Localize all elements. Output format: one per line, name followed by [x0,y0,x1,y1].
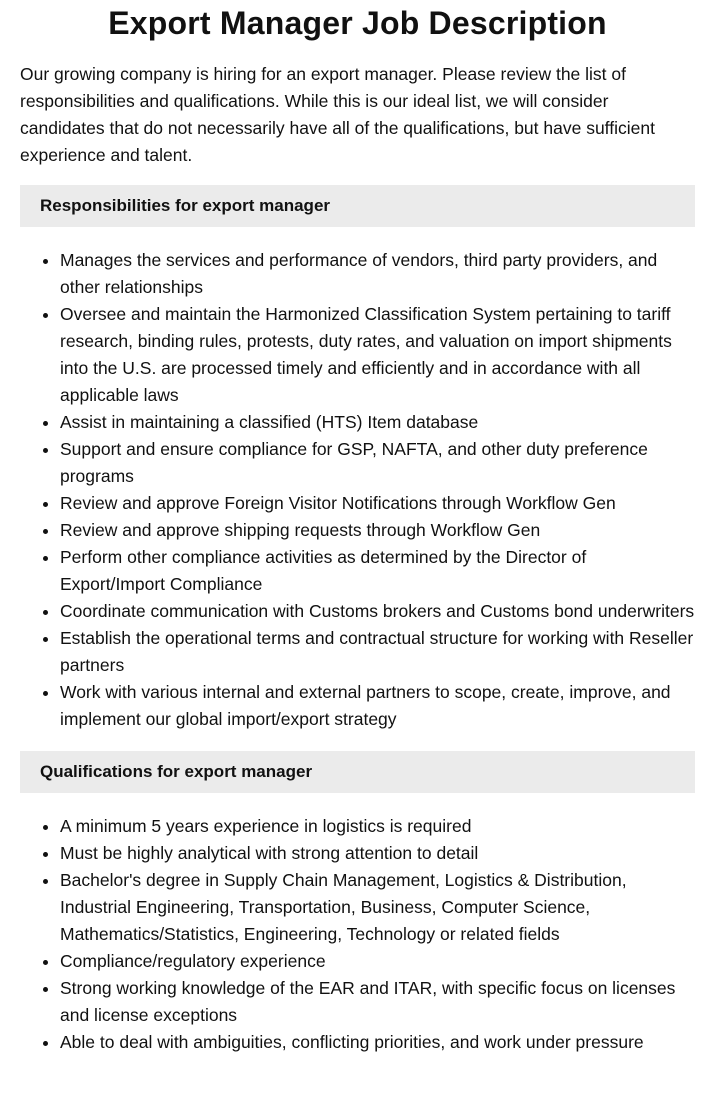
list-item: • Perform other compliance activities as determined by the Director of Export/Import Compliance [60,544,695,598]
list-item: • Support and ensure compliance for GSP, NAFTA, and other duty preference programs [60,436,695,490]
list-item: • Coordinate communication with Customs brokers and Customs bond underwriters [60,598,695,625]
intro-paragraph: Our growing company is hiring for an export manager. Please review the list of responsibilities and qualifications. While this is our ideal list, we will consider candidates that do not necessarily have all of the qualifications, but have sufficient experience and talent. [20,64,655,165]
list-item: • Assist in maintaining a classified (HTS) Item database [60,409,695,436]
list-item: • Work with various internal and external partners to scope, create, improve, and implement our global import/export strategy [60,679,695,733]
list-item: • Able to deal with ambiguities, conflicting priorities, and work under pressure [60,1029,695,1056]
list-item: • Establish the operational terms and contractual structure for working with Reseller partners [60,625,695,679]
qualifications-heading: Qualifications for export manager [20,751,695,793]
responsibilities-list [20,247,695,733]
list-item: • Review and approve shipping requests through Workflow Gen [60,517,695,544]
list-item: • Review and approve Foreign Visitor Notifications through Workflow Gen [60,490,695,517]
list-item: • Compliance/regulatory experience [60,948,695,975]
list-item: • Bachelor's degree in Supply Chain Management, Logistics & Distribution, Industrial Engineering, Transportation, Business, Computer Science, Mathematics/Statistics, Engineering, Technology or related fields [60,867,695,948]
list-item: • Strong working knowledge of the EAR and ITAR, with specific focus on licenses and license exceptions [60,975,695,1029]
list-item: • Must be highly analytical with strong attention to detail [60,840,695,867]
responsibilities-heading: Responsibilities for export manager [20,185,695,227]
list-item: • Oversee and maintain the Harmonized Classification System pertaining to tariff research, binding rules, protests, duty rates, and valuation on import shipments into the U.S. are processed timely and efficiently and in accordance with all applicable laws [60,301,695,409]
list-item: • A minimum 5 years experience in logistics is required [60,813,695,840]
page-title: Export Manager Job Description [108,5,607,41]
qualifications-list [20,813,695,1056]
list-item: • Manages the services and performance of vendors, third party providers, and other relationships [60,247,695,301]
